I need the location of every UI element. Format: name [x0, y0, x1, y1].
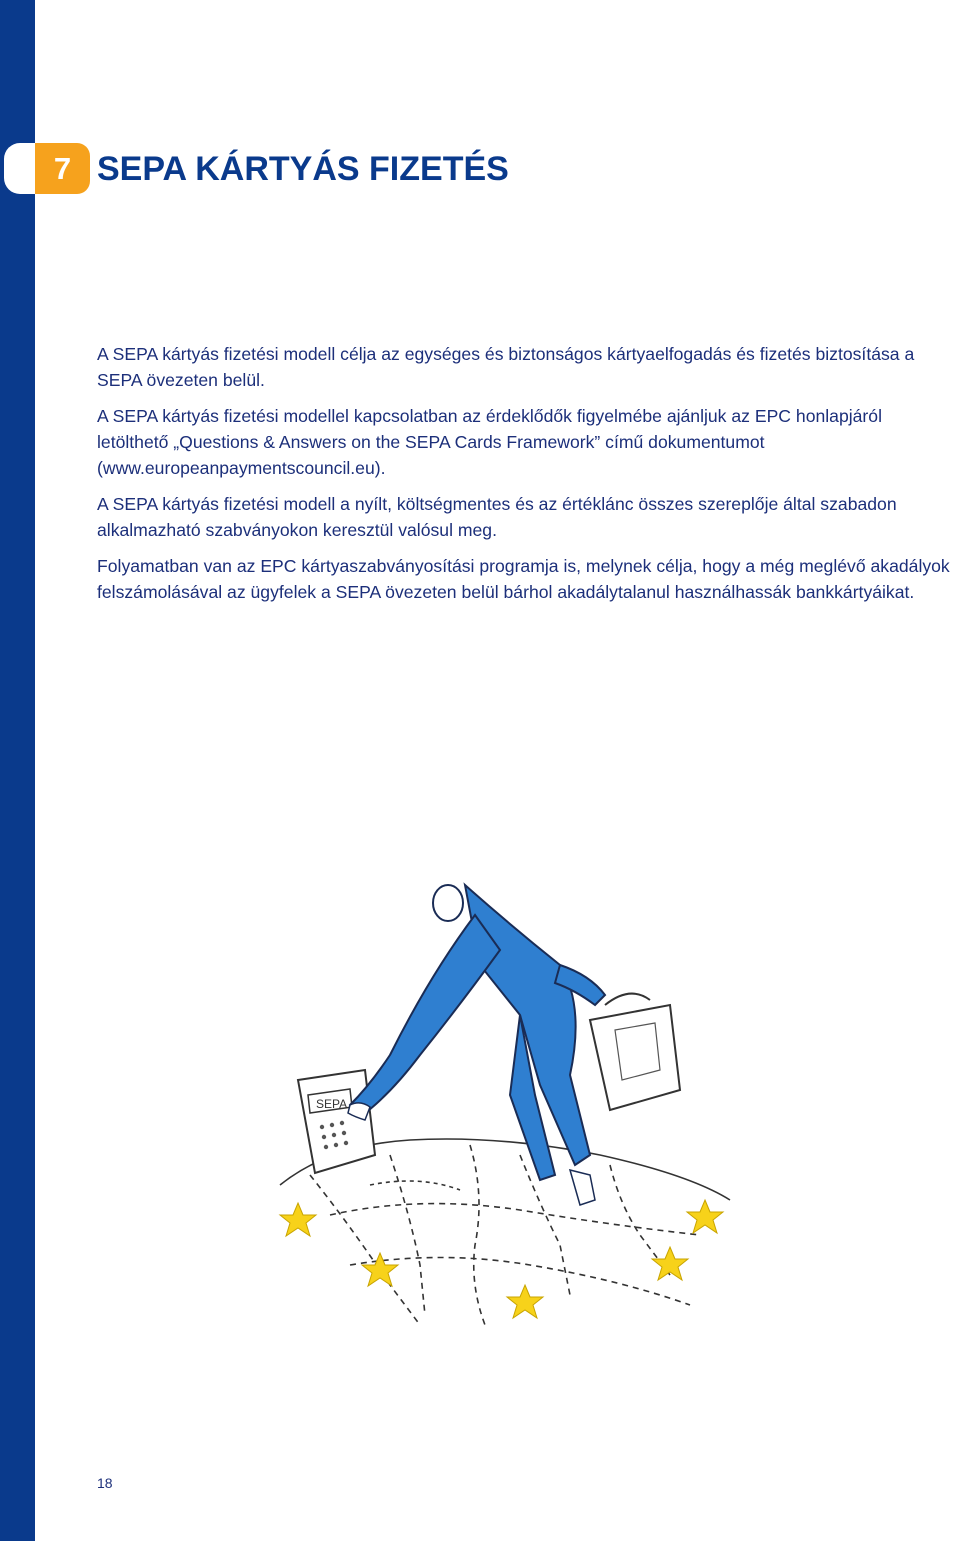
paragraph-4: Folyamatban van az EPC kártyaszabványosítási programja is, melynek célja, hogy a még meglévő akadályok felszámolásával az ügyfelek a SEPA övezeten belül bárhol akadálytalanul használhassák bankkártyáikat.: [97, 556, 950, 602]
page-number: 18: [97, 1475, 113, 1491]
chapter-title: SEPA KÁRTYÁS FIZETÉS: [97, 150, 509, 188]
globe-map: [280, 1139, 730, 1325]
businessman: [348, 885, 605, 1205]
chapter-number: 7: [35, 143, 90, 194]
paragraph-1: A SEPA kártyás fizetési modell célja az egységes és biztonságos kártyaelfogadás és fizetés biztosítása a SEPA övezeten belül.: [97, 344, 915, 390]
sepa-illustration: [270, 855, 740, 1345]
side-bar: [0, 0, 35, 1541]
terminal: [298, 1070, 375, 1173]
paragraph-3: A SEPA kártyás fizetési modell a nyílt, költségmentes és az értéklánc összes szereplője által szabadon alkalmazható szabványokon keresztül valósul meg.: [97, 494, 897, 540]
body-text: [97, 341, 957, 615]
terminal-label: SEPA: [316, 1097, 348, 1111]
shopping-bag: [590, 994, 680, 1110]
paragraph-2: A SEPA kártyás fizetési modellel kapcsolatban az érdeklődők figyelmébe ajánljuk az EPC honlapjáról letölthető „Questions & Answers on the SEPA Cards Framework” című dokumentumot (www.europeanpaymentscouncil.eu).: [97, 406, 882, 478]
stars: [280, 1200, 723, 1318]
